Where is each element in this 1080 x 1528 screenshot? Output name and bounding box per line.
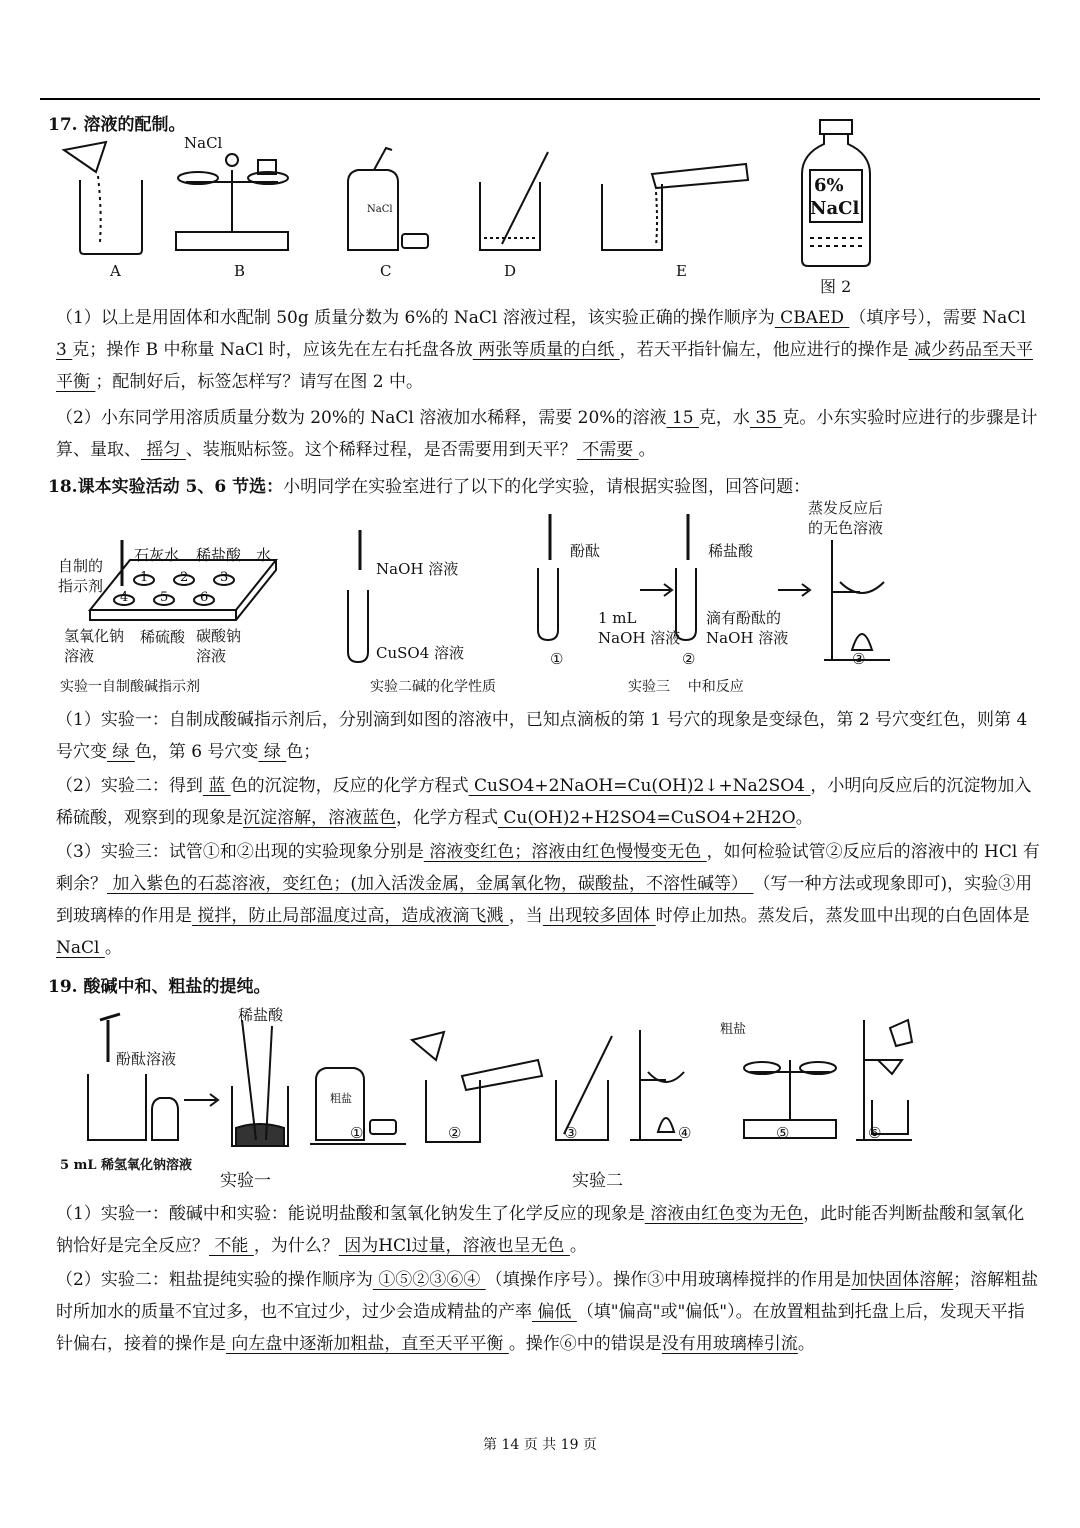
label-naoh-5ml: 5 mL 稀氢氧化钠溶液: [60, 1158, 192, 1173]
answer: 偏低: [532, 1302, 577, 1322]
reagent-bottle-small-icon: [152, 1098, 178, 1140]
well-3: 3: [220, 570, 229, 585]
exp2-caption: 实验二碱的化学性质: [370, 679, 496, 695]
answer: 35: [749, 408, 783, 428]
answer: 绿: [258, 742, 287, 762]
text: 。: [638, 440, 656, 460]
jar-label-crude-salt: 粗盐: [330, 1092, 352, 1105]
text: ，此时能否判断盐酸和氢氧化钠恰好是完全反应？: [56, 1204, 1025, 1256]
answer: NaCl: [56, 938, 105, 958]
exp3-label-phenol-naoh: 滴有酚酞的 NaOH 溶液: [706, 609, 789, 647]
answer: 溶液变红色；溶液由红色慢慢变无色: [423, 842, 707, 862]
exp1-top-label-1: 石灰水: [134, 546, 180, 564]
bottle-label-percent: 6%: [814, 175, 844, 196]
text: ，小明向反应后的沉淀物加入稀硫酸，观察到的现象是: [56, 776, 1032, 828]
label-c: C: [380, 262, 392, 280]
text: ；配制好后，标签怎样写？请写在图 2 中。: [95, 372, 424, 392]
test-tube-icon: [348, 590, 368, 662]
label-nacl-b: NaCl: [184, 134, 223, 152]
text: （填"偏高"或"偏低"）。在放置粗盐到托盘上后，发现天平指针偏右，接着的操作是: [56, 1302, 1025, 1354]
text: （2）实验二：粗盐提纯实验的操作顺序为: [56, 1270, 373, 1290]
text: （3）实验三：试管①和②出现的实验现象分别是: [56, 842, 424, 862]
q19-exp2-caption: 实验二: [572, 1171, 623, 1191]
text: ，为什么？: [253, 1236, 339, 1256]
answer: 蓝: [202, 776, 231, 796]
q17-part1: [56, 302, 1040, 398]
answer: 两张等质量的白纸: [472, 340, 620, 360]
text: 。: [797, 1334, 815, 1354]
header-rule: [40, 98, 1040, 100]
exp1-top-label-2: 稀盐酸: [196, 546, 242, 564]
text: （填操作序号）。操作③中用玻璃棒搅拌的作用是: [485, 1270, 852, 1290]
exp1-caption: 实验一自制酸碱指示剂: [60, 679, 200, 695]
text: 、装瓶贴标签。这个稀释过程，是否需要用到天平？: [185, 440, 577, 460]
text: 。操作⑥中的错误是: [508, 1334, 662, 1354]
well-5: 5: [160, 590, 169, 605]
text: 克，水: [698, 408, 750, 428]
exp3-num-2: ②: [682, 650, 696, 668]
exp3-num-1: ①: [550, 650, 564, 668]
text: ，如何检验试管②反应后的溶液中的 HCl 有剩余？: [56, 842, 1040, 894]
text: 色的沉淀物，反应的化学方程式: [230, 776, 469, 796]
text: ，化学方程式: [396, 808, 498, 828]
text: （1）实验一：自制成酸碱指示剂后，分别滴到如图的溶液中，已知点滴板的第 1 号穴的现象是变绿色，第 2 号穴变红色，则第 4 号穴变: [56, 710, 1028, 762]
answer: CBAED: [774, 308, 850, 328]
q18-title-rest: 小明同学在实验室进行了以下的化学实验，请根据实验图，回答问题：: [283, 477, 811, 497]
exp2-bottom-label: CuSO4 溶液: [376, 644, 465, 662]
text: 克。小东实验时应进行的步骤是计算、量取、: [56, 408, 1038, 460]
exp3-caption: 实验三 中和反应: [628, 679, 744, 695]
well-6: 6: [200, 590, 209, 605]
text: ；溶解粗盐时所加水的质量不宜过多，也不宜过少，过少会造成精盐的产率: [56, 1270, 1039, 1322]
q17-title: 17. 溶液的配制。: [48, 115, 186, 135]
q18-part2: [56, 770, 1040, 834]
well-2: 2: [180, 570, 189, 585]
q17-part2: [56, 402, 1040, 466]
label-d: D: [504, 262, 517, 280]
bottle-label-nacl: NaCl: [810, 198, 860, 219]
iron-stand-icon: [824, 540, 890, 660]
q17-figures: [56, 112, 876, 292]
label-b: B: [234, 262, 246, 280]
exp1-top-label-3: 水: [256, 546, 272, 564]
text: （1）实验一：酸碱中和实验：能说明盐酸和氢氧化钠发生了化学反应的现象是: [56, 1204, 645, 1224]
answer: 没有用玻璃棒引流: [661, 1334, 798, 1354]
q19-num-5: ⑤: [776, 1124, 790, 1142]
q19-num-3: ③: [564, 1124, 578, 1142]
q19-num-1: ①: [350, 1124, 364, 1142]
answer: 15: [666, 408, 699, 428]
text: 色；: [286, 742, 321, 762]
text: 时停止加热。蒸发后，蒸发皿中出现的白色固体是: [655, 906, 1030, 926]
answer: 向左盘中逐渐加粗盐，直至天平平衡: [226, 1334, 509, 1354]
q18-title-bold: 18.课本实验活动 5、6 节选：: [48, 477, 284, 497]
text: ，若天平指针偏左，他应进行的操作是: [619, 340, 909, 360]
label-phenol: 酚酞溶液: [116, 1050, 177, 1068]
well-4: 4: [120, 590, 129, 605]
q19-num-2: ②: [448, 1124, 462, 1142]
text: 克；操作 B 中称量 NaCl 时，应该先在左右托盘各放: [72, 340, 473, 360]
text: ，当: [508, 906, 543, 926]
q18-title: [48, 472, 810, 497]
exp1-bottom-label-1: 氢氧化钠 溶液: [64, 627, 125, 665]
balance-icon-2: [744, 1120, 836, 1138]
text: （2）实验二：得到: [56, 776, 203, 796]
text: 色，第 6 号穴变: [134, 742, 259, 762]
text: （2）小东同学用溶质质量分数为 20%的 NaCl 溶液加水稀释，需要 20%的溶液: [56, 408, 667, 428]
q18-figures: [60, 500, 920, 680]
answer: 摇匀: [141, 440, 186, 460]
exp3-label-naoh: 1 mL NaOH 溶液: [598, 609, 681, 647]
balance-icon: [176, 232, 288, 250]
answer: 沉淀溶解，溶液蓝色: [243, 808, 396, 828]
answer: 加入紫色的石蕊溶液，变红色；(加入活泼金属，金属氧化物，碳酸盐，不溶性碱等）: [107, 874, 754, 894]
beaker-icon: [88, 1074, 146, 1140]
answer: 出现较多固体: [542, 906, 656, 926]
label-hcl: 稀盐酸: [238, 1006, 284, 1024]
exp2-top-label: NaOH 溶液: [376, 560, 459, 578]
exp1-left-label: 自制的 指示剂: [58, 557, 104, 595]
evaporation-stand-icon: [630, 1030, 682, 1140]
answer: 因为HCl过量，溶液也呈无色: [338, 1236, 570, 1256]
answer: 减少药品至天平平衡: [56, 340, 1034, 392]
well-1: 1: [140, 570, 149, 585]
beaker-d-icon: [480, 182, 540, 250]
label-a: A: [110, 262, 121, 280]
q19-exp1-caption: 实验一: [220, 1171, 271, 1191]
fig2-caption: 图 2: [820, 277, 852, 296]
q19-part2: [56, 1264, 1040, 1360]
exp3-label-phenol: 酚酞: [570, 542, 601, 560]
text: 。: [795, 808, 813, 828]
q19-part1: [56, 1198, 1040, 1262]
exp3-label-evaporate: 蒸发反应后 的无色溶液: [808, 499, 884, 537]
answer: ①⑤②③⑥④: [372, 1270, 486, 1290]
answer: 绿: [107, 742, 135, 762]
answer: 不能: [209, 1236, 254, 1256]
answer: CuSO4+2NaOH=Cu(OH)2↓+Na2SO4: [468, 776, 811, 796]
text: （1）以上是用固体和水配制 50g 质量分数为 6%的 NaCl 溶液过程，该实验正确的操作顺序为: [56, 308, 775, 328]
beaker-e-icon: [602, 184, 662, 250]
answer: 不需要: [576, 440, 639, 460]
paper-funnel-icon: [64, 142, 106, 172]
text: （填序号），需要 NaCl: [849, 308, 1026, 328]
balance-label-crude-salt: 粗盐: [720, 1022, 747, 1037]
text: （写一种方法或现象即可)，实验③用到玻璃棒的作用是: [56, 874, 1033, 926]
page-footer: 第 14 页 共 19 页: [483, 1437, 597, 1453]
exp1-bottom-label-2: 稀硫酸: [140, 628, 186, 646]
q19-num-6: ⑥: [868, 1124, 882, 1142]
beaker-a-icon: [80, 180, 142, 254]
answer: 加快固体溶解: [851, 1270, 954, 1290]
exp3-label-hcl: 稀盐酸: [708, 542, 754, 560]
exp1-bottom-label-3: 碳酸钠 溶液: [196, 627, 242, 665]
q18-part1: [56, 704, 1040, 768]
text: 。: [104, 938, 122, 958]
answer: Cu(OH)2+H2SO4=CuSO4+2H2O: [498, 808, 796, 828]
label-e: E: [676, 262, 687, 280]
q19-num-4: ④: [678, 1124, 692, 1142]
exp3-num-3: ③: [852, 650, 866, 668]
answer: 溶液由红色变为无色: [644, 1204, 804, 1224]
answer: 搅拌，防止局部温度过高，造成液滴飞溅: [192, 906, 509, 926]
answer: 3: [56, 340, 73, 360]
text: 。: [569, 1236, 587, 1256]
q18-part3: [56, 836, 1040, 964]
q19-figures: [60, 1000, 920, 1150]
label-nacl-c: NaCl: [367, 204, 393, 215]
q19-title: 19. 酸碱中和、粗盐的提纯。: [48, 977, 271, 997]
cylinder-icon: [652, 164, 748, 188]
